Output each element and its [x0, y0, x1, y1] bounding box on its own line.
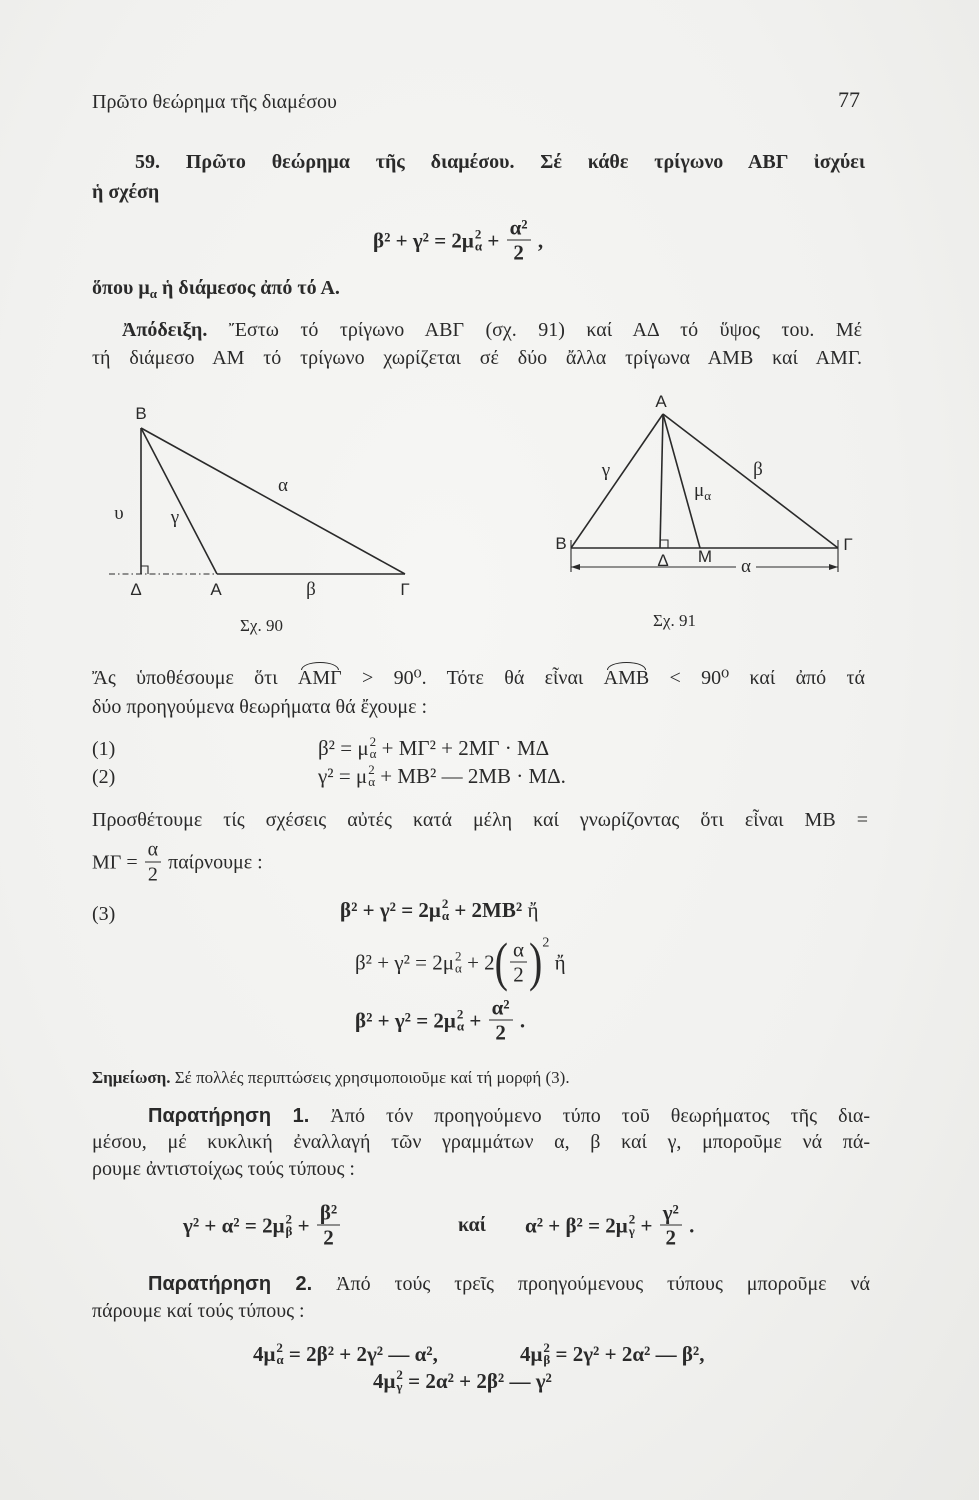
remark-1-formula-a: [183, 1202, 342, 1249]
equation-1-tag: (1): [92, 738, 116, 760]
remark-2-formula-b: [520, 1342, 704, 1366]
r2a-index: [276, 1342, 283, 1366]
r2a-exponent: 2: [276, 1340, 283, 1355]
right-angle-mark: [141, 566, 148, 574]
remark-2-label: Παρατήρηση 2.: [148, 1273, 313, 1295]
r2c-lhs: 4μ: [373, 1369, 396, 1393]
label-side-beta: β: [306, 579, 316, 600]
eq3-exponent: 2: [441, 896, 449, 911]
eq1-lhs: β² = μ: [318, 736, 369, 760]
line6-pre: ΜΓ =: [92, 851, 143, 873]
label-vertex-A: Α: [655, 392, 667, 411]
line3-pre: Ἄς ὑποθέσουμε ὅτι: [92, 667, 278, 689]
equation-3: [340, 898, 538, 922]
label-midpoint-M: Μ: [697, 547, 713, 566]
eq1-subscript: α: [369, 746, 377, 761]
formula-subscript: α: [474, 238, 483, 253]
eq3b-lhs: β² + γ² = 2μ: [355, 950, 455, 974]
proof-text-1: Ἔστω τό τρίγωνο ΑΒΓ (σχ. 91) καί ΑΔ τό ὕψος του. Μέ: [228, 319, 862, 341]
r1a-operator: +: [292, 1213, 315, 1237]
label-vertex-B: Β: [135, 404, 147, 423]
remark-2-text-1: Ἀπό τούς τρεῖς προηγούμενους τύπους μποροῦμε νά: [336, 1273, 870, 1295]
proof-label: Ἀπόδειξη.: [122, 319, 208, 341]
r1b-exponent: 2: [628, 1211, 636, 1226]
line6-post: παίρνουμε :: [163, 851, 263, 873]
note: [92, 1066, 570, 1090]
eq3-lhs: β² + γ² = 2μ: [340, 898, 441, 922]
figure-91-caption: Σχ. 91: [653, 611, 696, 630]
r1a-exponent: 2: [285, 1211, 292, 1226]
right-parenthesis: ): [529, 930, 543, 992]
equation-2-tag: (2): [92, 766, 116, 788]
eq3b-subscript: α: [455, 960, 462, 975]
r2c-rhs: = 2α² + 2β² — γ²: [402, 1369, 552, 1393]
figure-90: [95, 395, 435, 610]
theorem-where-line: [92, 275, 340, 301]
label-side-gamma: γ: [601, 460, 611, 481]
r2c-subscript: γ: [396, 1379, 403, 1394]
right-angle-mark: [660, 540, 668, 548]
proof-line-3: [92, 665, 865, 691]
remark-1-connector: καί: [458, 1214, 486, 1236]
proof-line-1: [122, 317, 862, 343]
eq3b-conjunction: ἤ: [549, 950, 566, 974]
fraction-denominator: 2: [489, 1020, 513, 1044]
r1a-subscript: β: [285, 1223, 293, 1238]
equation-3b: [355, 930, 566, 992]
theorem-statement-continued: ἡ σχέση: [92, 181, 160, 203]
eq2-lhs: γ² = μ: [318, 764, 368, 788]
label-median-subscript: α: [704, 488, 711, 503]
fraction-denominator: 2: [660, 1225, 682, 1249]
remark-1-formula-b: [525, 1202, 694, 1249]
fraction-numerator: α²: [509, 215, 528, 240]
remark-2-line-1: [148, 1271, 870, 1297]
r1a-index: [285, 1213, 292, 1237]
note-text: Σέ πολλές περιπτώσεις χρησιμοποιοῦμε καί τή μορφή (3).: [174, 1068, 570, 1087]
note-label: Σημείωση.: [92, 1068, 171, 1087]
r2b-subscript: β: [543, 1352, 551, 1367]
line6-fraction: [145, 839, 161, 886]
proof-line-4: δύο προηγούμενα θεωρήματα θά ἔχουμε :: [92, 696, 428, 718]
side-BG: [141, 428, 405, 574]
label-vertex-Gamma: Γ: [400, 580, 410, 599]
fraction-numerator: β²: [319, 1200, 338, 1225]
eq3-index: [442, 898, 449, 922]
remark-2-formula-a: [253, 1342, 438, 1366]
eq2-rhs: + ΜΒ² — 2ΜΒ · ΜΔ.: [375, 764, 566, 788]
eq3c-fraction: [489, 997, 513, 1044]
angle-AMG: ΑΜΓ: [297, 667, 342, 689]
label-side-alpha: α: [278, 475, 288, 496]
remark-1-line-2: μέσου, μέ κυκλική ἐναλλαγή τῶν γραμμάτων α, β καί γ, μποροῦμε νά πά-: [92, 1131, 870, 1153]
eq2-subscript: α: [368, 774, 375, 789]
eq3b-square-exponent: 2: [542, 935, 550, 951]
eq2-index: [368, 764, 375, 788]
eq1-exponent: 2: [369, 734, 377, 749]
equation-3c: [355, 997, 525, 1044]
formula-lhs: β² + γ² = 2μ: [373, 228, 474, 252]
label-vertex-Gamma: Γ: [843, 535, 853, 554]
r2a-subscript: α: [276, 1352, 284, 1367]
eq3-rhs: + 2ΜΒ²: [449, 898, 528, 922]
label-side-beta: β: [753, 459, 763, 480]
r2a-rhs: = 2β² + 2γ² — α²,: [283, 1342, 438, 1366]
eq3c-index: [457, 1008, 464, 1032]
eq3c-end: .: [514, 1008, 526, 1032]
r2b-rhs: = 2γ² + 2α² — β²,: [550, 1342, 705, 1366]
r2c-exponent: 2: [396, 1367, 403, 1382]
label-foot-Delta: Δ: [657, 551, 669, 570]
label-median-mu: μ: [694, 480, 705, 501]
formula-index: [475, 228, 482, 252]
fraction-numerator: γ²: [662, 1200, 679, 1225]
equation-2: [318, 764, 566, 788]
formula-end: ,: [532, 228, 544, 252]
eq1-index: [370, 736, 377, 760]
theorem-formula: [373, 217, 543, 264]
label-side-alpha: α: [741, 556, 751, 577]
eq2-exponent: 2: [368, 762, 375, 777]
theorem-title: Πρῶτο θεώρημα τῆς διαμέσου.: [185, 151, 515, 173]
r1b-lhs: α² + β² = 2μ: [525, 1213, 628, 1237]
r2b-index: [543, 1342, 550, 1366]
r1b-subscript: γ: [628, 1223, 635, 1238]
label-altitude-upsilon: υ: [114, 503, 124, 524]
remark-2-formula-c: [373, 1369, 552, 1393]
remark-1-line-3: ρουμε ἀντιστοίχως τούς τύπους :: [92, 1158, 355, 1180]
eq3b-exponent: 2: [455, 948, 462, 963]
section-number: 59.: [135, 151, 160, 173]
remark-1-label: Παρατήρηση 1.: [148, 1105, 310, 1127]
proof-line-5: Προσθέτουμε τίς σχέσεις αὐτές κατά μέλη καί γνωρίζοντας ὅτι εἶναι ΜΒ =: [92, 809, 868, 831]
proof-line-6: [92, 839, 263, 886]
dimension-arrow-left: [571, 564, 580, 570]
r1b-end: .: [683, 1213, 695, 1237]
r2a-lhs: 4μ: [253, 1342, 276, 1366]
r2b-lhs: 4μ: [520, 1342, 543, 1366]
remark-2-line-2: πάρουμε καί τούς τύπους :: [92, 1300, 305, 1322]
fraction-denominator: 2: [317, 1225, 340, 1249]
page-number: 77: [838, 87, 860, 112]
fraction-numerator: α²: [491, 995, 510, 1020]
label-side-gamma: γ: [170, 507, 180, 528]
eq1-rhs: + ΜΓ² + 2ΜΓ · ΜΔ: [376, 736, 550, 760]
eq3b-fraction: [510, 939, 527, 986]
eq3c-subscript: α: [456, 1018, 465, 1033]
dimension-arrow-right: [829, 564, 838, 570]
label-vertex-B: Β: [555, 534, 567, 553]
label-median: [694, 480, 711, 503]
eq3b-index: [455, 950, 462, 974]
remark-1-line-1: [148, 1103, 870, 1129]
angle-AMB: ΑΜΒ: [603, 667, 650, 689]
formula-operator: +: [482, 228, 505, 252]
where-subscript: α: [149, 286, 157, 301]
r1b-fraction: [660, 1202, 682, 1249]
fraction-denominator: 2: [507, 240, 531, 264]
equation-1: [318, 736, 549, 760]
line3-post: < 90⁰ καί ἀπό τά: [669, 667, 866, 689]
equation-3-tag: (3): [92, 903, 116, 925]
theorem-statement: Σέ κάθε τρίγωνο ΑΒΓ ἰσχύει: [540, 151, 866, 173]
fraction-numerator: α: [513, 937, 525, 962]
side-AB: [571, 414, 663, 548]
r1a-fraction: [317, 1202, 340, 1249]
formula-exponent: 2: [474, 226, 482, 241]
theorem-heading-line: [135, 149, 865, 175]
formula-fraction: [507, 217, 531, 264]
r1b-operator: +: [635, 1213, 658, 1237]
r1a-lhs: γ² + α² = 2μ: [183, 1213, 285, 1237]
fraction-denominator: 2: [145, 862, 161, 886]
eq3c-exponent: 2: [456, 1006, 464, 1021]
fraction-denominator: 2: [510, 962, 527, 986]
fraction-numerator: α: [147, 838, 159, 861]
eq3b-operator: + 2: [461, 950, 495, 974]
figure-91: [540, 390, 870, 585]
remark-1-text-1: Ἀπό τόν προηγούμενο τύπο τοῦ θεωρήματος τῆς δια-: [330, 1105, 871, 1127]
side-AG: [663, 414, 838, 548]
eq3-conjunction: ἤ: [527, 898, 539, 922]
eq3-subscript: α: [441, 908, 450, 923]
r2b-exponent: 2: [543, 1340, 550, 1355]
where-post: ἡ διάμεσος ἀπό τό Α.: [156, 277, 340, 299]
eq3c-lhs: β² + γ² = 2μ: [355, 1008, 456, 1032]
line3-mid: > 90⁰. Τότε θά εἶναι: [362, 667, 584, 689]
proof-line-2: τή διάμεσο ΑΜ τό τρίγωνο χωρίζεται σέ δύο ἄλλα τρίγωνα ΑΜΒ καί ΑΜΓ.: [92, 347, 862, 369]
label-vertex-A: Α: [210, 580, 222, 599]
running-title: Πρῶτο θεώρημα τῆς διαμέσου: [92, 91, 337, 113]
label-vertex-Delta: Δ: [130, 580, 142, 599]
eq3c-operator: +: [464, 1008, 487, 1032]
altitude-AD: [660, 414, 663, 548]
left-parenthesis: (: [494, 930, 508, 992]
figure-90-caption: Σχ. 90: [240, 616, 283, 635]
where-pre: ὅπου μ: [92, 277, 150, 299]
